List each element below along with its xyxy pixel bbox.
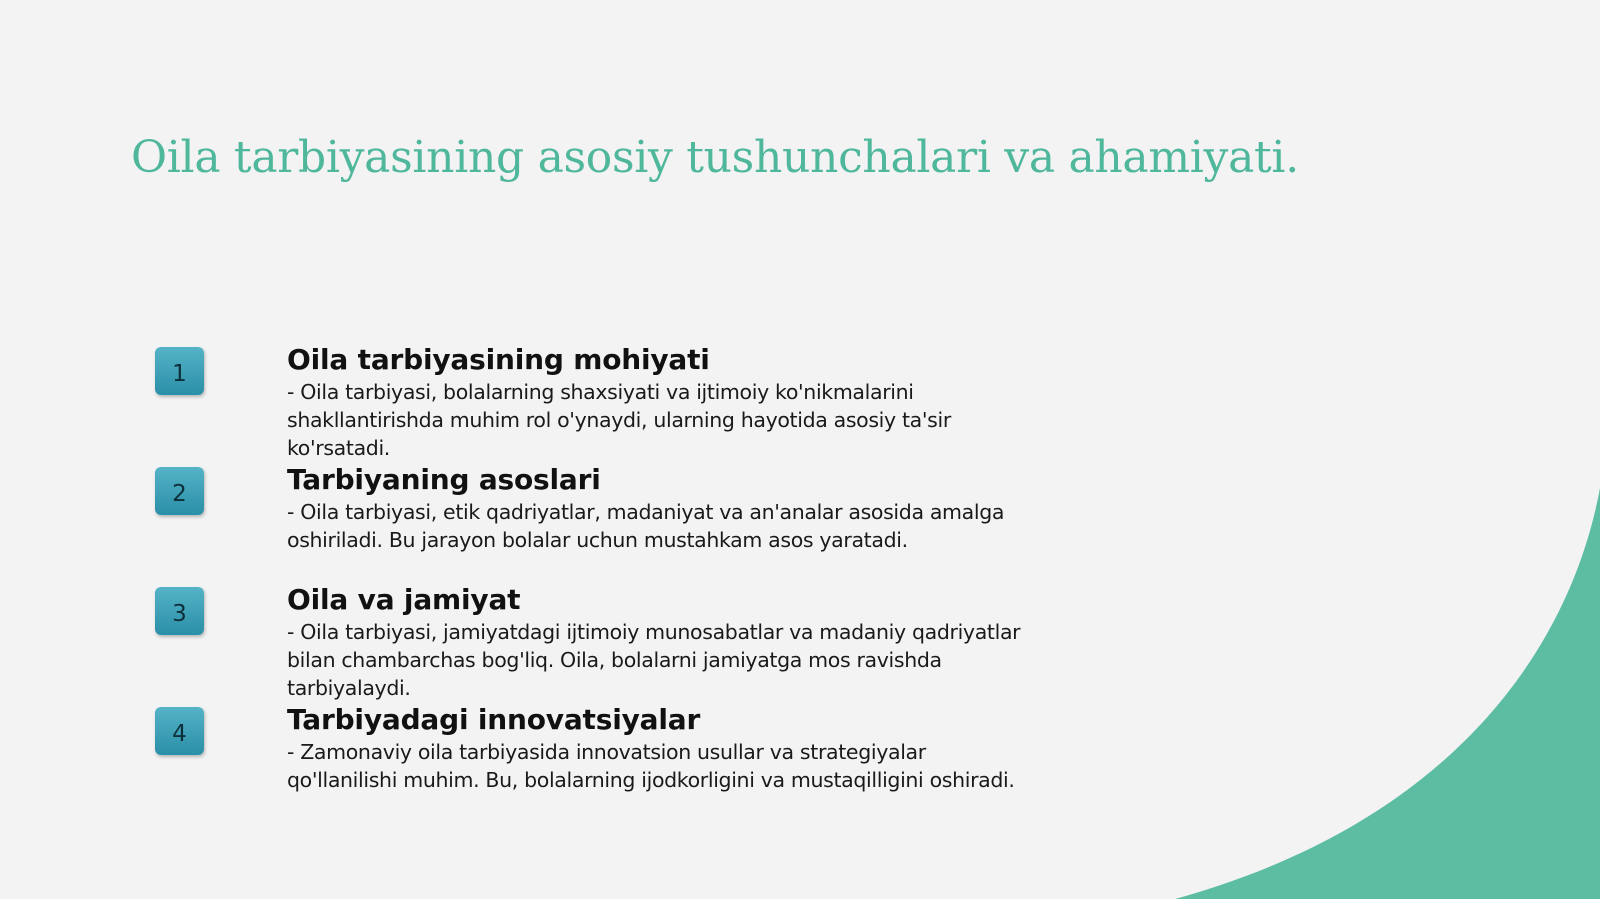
number-badge: 1 bbox=[155, 347, 204, 395]
item-heading: Oila tarbiyasining mohiyati bbox=[287, 343, 710, 376]
item-heading: Tarbiyaning asoslari bbox=[287, 463, 601, 496]
item-description: - Zamonaviy oila tarbiyasida innovatsion usullar va strategiyalar qo'llanilishi muhim. Bu, bolalarning ijodkorligini va mustaqilligini oshiradi. bbox=[287, 740, 1015, 792]
item-description: - Oila tarbiyasi, bolalarning shaxsiyati va ijtimoiy ko'nikmalarini shakllantirishda muhim rol o'ynaydi, ularning hayotida asosiy ta'sir ko'rsatadi. bbox=[287, 380, 951, 460]
item-heading: Tarbiyadagi innovatsiyalar bbox=[287, 703, 701, 736]
number-badge: 2 bbox=[155, 467, 204, 515]
item-description: - Oila tarbiyasi, etik qadriyatlar, madaniyat va an'analar asosida amalga oshiriladi. Bu jarayon bolalar uchun mustahkam asos yaratadi. bbox=[287, 500, 1005, 552]
slide-title: Oila tarbiyasining asosiy tushunchalari va ahamiyati. bbox=[131, 132, 1299, 183]
item-description: - Oila tarbiyasi, jamiyatdagi ijtimoiy munosabatlar va madaniy qadriyatlar bilan chambarchas bog'liq. Oila, bolalarni jamiyatga mos ravishda tarbiyalaydi. bbox=[287, 620, 1021, 700]
number-badge: 3 bbox=[155, 587, 204, 635]
item-heading: Oila va jamiyat bbox=[287, 583, 521, 616]
number-badge: 4 bbox=[155, 707, 204, 755]
